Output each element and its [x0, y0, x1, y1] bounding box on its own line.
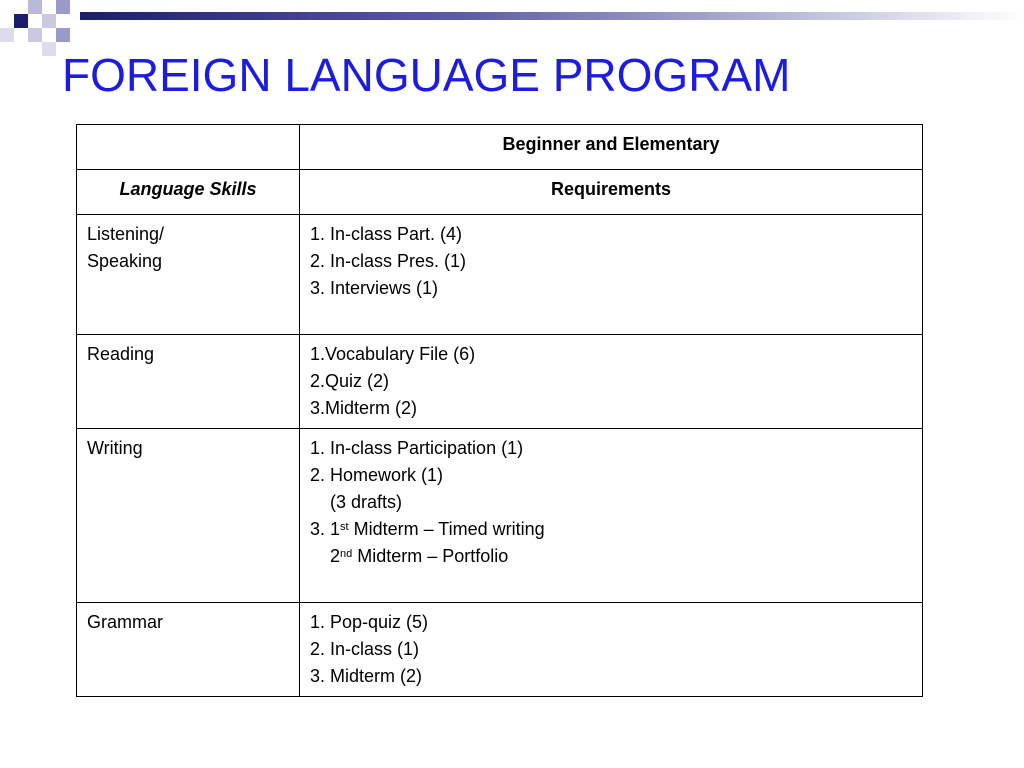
table-row — [77, 215, 923, 335]
requirements-cell — [300, 215, 923, 335]
requirement-text: 2 — [310, 546, 341, 566]
deco-square-mid — [56, 28, 70, 42]
requirement-line: 1.Vocabulary File (6) — [310, 344, 476, 364]
requirement-line: 2.Quiz (2) — [310, 371, 390, 391]
requirement-line: 3. Midterm (2) — [310, 666, 423, 686]
table-subheader-row — [77, 170, 923, 215]
requirements-table — [76, 124, 923, 697]
deco-square-mid — [56, 0, 70, 14]
table-row — [77, 429, 923, 603]
subheader-requirements-cell: Requirements — [300, 170, 923, 215]
table-row — [77, 335, 923, 429]
header-level-cell: Beginner and Elementary — [300, 125, 923, 170]
skill-cell — [77, 335, 300, 429]
deco-square-light — [42, 14, 56, 28]
subheader-skills-cell: Language Skills — [77, 170, 300, 215]
requirements-cell — [300, 429, 923, 603]
table-header-row — [77, 125, 923, 170]
requirement-text: Midterm – Timed writing — [348, 519, 545, 539]
requirement-text: 3. 1 — [310, 519, 341, 539]
requirement-line: 3.Midterm (2) — [310, 398, 418, 418]
ordinal-suffix: st — [340, 521, 349, 533]
requirement-text: Midterm – Portfolio — [352, 546, 509, 566]
deco-square-light — [28, 0, 42, 14]
skill-line: Speaking — [87, 251, 163, 271]
deco-square-light — [28, 28, 42, 42]
header-blank-cell — [77, 125, 300, 170]
requirements-cell — [300, 603, 923, 697]
requirement-line — [310, 543, 912, 570]
deco-square-dark — [14, 14, 28, 28]
requirement-line: 1. Pop-quiz (5) — [310, 612, 429, 632]
requirement-line: 1. In-class Part. (4) — [310, 224, 463, 244]
requirements-cell — [300, 335, 923, 429]
requirement-line: 2. Homework (1) — [310, 465, 444, 485]
ordinal-suffix: nd — [340, 548, 353, 560]
requirement-line: 2. In-class Pres. (1) — [310, 251, 467, 271]
deco-square-light — [42, 42, 56, 56]
table-row — [77, 603, 923, 697]
skill-cell — [77, 215, 300, 335]
requirement-line — [310, 516, 912, 543]
slide-title: FOREIGN LANGUAGE PROGRAM — [62, 49, 791, 101]
requirement-line: 2. In-class (1) — [310, 639, 420, 659]
skill-cell — [77, 603, 300, 697]
skill-line: Listening/ — [87, 224, 165, 244]
skill-cell — [77, 429, 300, 603]
deco-gradient-bar — [80, 12, 1024, 20]
skill-line: Writing — [87, 438, 143, 458]
deco-square-light — [0, 28, 14, 42]
skill-line: Reading — [87, 344, 155, 364]
requirement-line: 3. Interviews (1) — [310, 278, 439, 298]
requirement-line: 1. In-class Participation (1) — [310, 438, 524, 458]
skill-line: Grammar — [87, 612, 163, 632]
requirement-line: (3 drafts) — [310, 492, 403, 512]
